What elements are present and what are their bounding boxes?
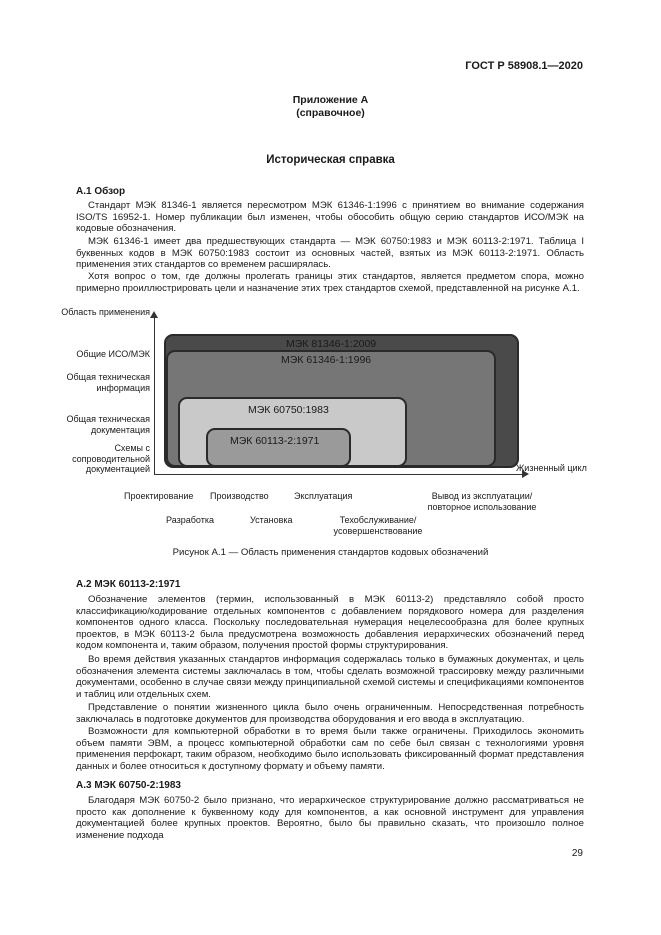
heading-a2: А.2 МЭК 60113-2:1971 [76, 579, 181, 590]
x-label: Разработка [166, 515, 214, 525]
range-box-60113 [206, 428, 351, 467]
heading-a3: А.3 МЭК 60750-2:1983 [76, 780, 181, 791]
x-label: Проектирование [124, 491, 194, 501]
x-label: Производство [210, 491, 269, 501]
x-label: Эксплуатация [294, 491, 353, 501]
y-axis-title: Область применения [61, 307, 150, 317]
paragraph: Возможности для компьютерной обработки в то время были также ограничены. Приходилось экономить объем памяти ЭВМ, а процесс компьютерной обработки сам по себе был связан с технологиями уровня применения перфокарт, таким образом, необходимо было использовать фиксированный формат представления данных и более относиться к доступному формату и объему памяти. [76, 726, 584, 772]
section-title: Историческая справка [266, 154, 395, 166]
annex-heading [0, 94, 661, 120]
paragraph: Представление о понятии жизненного цикла было очень ограниченным. Непосредственная потребность заключалась в подготовке документов для производства оборудования и его ввода в эксплуатацию. [76, 702, 584, 725]
y-axis [154, 317, 155, 474]
paragraph: Обозначение элементов (термин, использованный в МЭК 60113-2) представляло собой просто классификацию/кодирование отдельных компонентов с добавлением порядкового номера для разделения компонентов одного класса. Поскольку последовательная нумерация нецелесообразна для более крупных проектов, в МЭК 60113-2 была предусмотрена возможность добавления иерархических обозначений перед кодом компонента и, таким образом, получения простой формы структурирования. [76, 594, 584, 652]
box-label: МЭК 81346-1:2009 [286, 338, 377, 350]
x-label: Установка [250, 515, 293, 525]
heading-a1: А.1 Обзор [76, 186, 126, 197]
x-axis-title: Жизненный цикл [516, 463, 587, 473]
paragraph: Стандарт МЭК 81346-1 является пересмотром МЭК 61346-1:1996 с принятием во внимание содержания ISO/TS 16952-1. Номер публикации был изменен, чтобы обособить общую серию стандартов ИСО/МЭК на кодовые обозначения. [76, 200, 584, 235]
box-label: МЭК 60750:1983 [248, 404, 329, 416]
page-number: 29 [571, 848, 583, 859]
x-label: Вывод из эксплуатации/ повторное использование [427, 491, 537, 512]
box-label: МЭК 61346-1:1996 [281, 354, 372, 366]
paragraph: Во время действия указанных стандартов информация содержалась только в бумажных документах, и цель обозначения элемента системы заключалась в том, чтобы сделать возможной трассировку между различными документами, особенно в случае связи между принципиальной схемой системы и спецификациями компонентов и таблиц или отдельных схем. [76, 654, 584, 700]
paragraph: Благодаря МЭК 60750-2 было признано, что иерархическое структурирование должно рассматриваться не просто как дополнение к буквенному коду для компонентов, а как основной инструмент для управления документацией более крупных проектов. Вероятно, было бы правильно сказать, что произошло полное изменение подхода [76, 795, 584, 841]
paragraph: МЭК 61346-1 имеет два предшествующих стандарта — МЭК 60750:1983 и МЭК 60113-2:1971. Таблица I буквенных кодов в МЭК 60750:1983 состоит из основных частей, взятых из МЭК 60113-2:1971. Область применения этих стандартов со временем расширялась. [76, 236, 584, 271]
figure-caption: Рисунок А.1 — Область применения стандартов кодовых обозначений [172, 547, 489, 558]
y-label: Общие ИСО/МЭК [76, 349, 150, 359]
y-label: Общая техническая информация [66, 372, 150, 393]
box-label: МЭК 60113-2:1971 [230, 435, 320, 447]
paragraph: Хотя вопрос о том, где должны пролегать границы этих стандартов, является предметом спора, можно примерно проиллюстрировать цели и назначение этих трех стандартов схемой, представленной на рисунке А.1. [76, 271, 584, 294]
x-axis [154, 474, 524, 475]
y-label: Общая техническая документация [66, 414, 150, 435]
annex-type: (справочное) [296, 107, 365, 119]
annex-title: Приложение А [292, 94, 369, 106]
x-label: Техобслуживание/ усовершенствование [333, 515, 423, 536]
standard-code: ГОСТ Р 58908.1—2020 [465, 60, 583, 72]
y-label: Схемы с сопроводительной документацией [72, 443, 150, 474]
